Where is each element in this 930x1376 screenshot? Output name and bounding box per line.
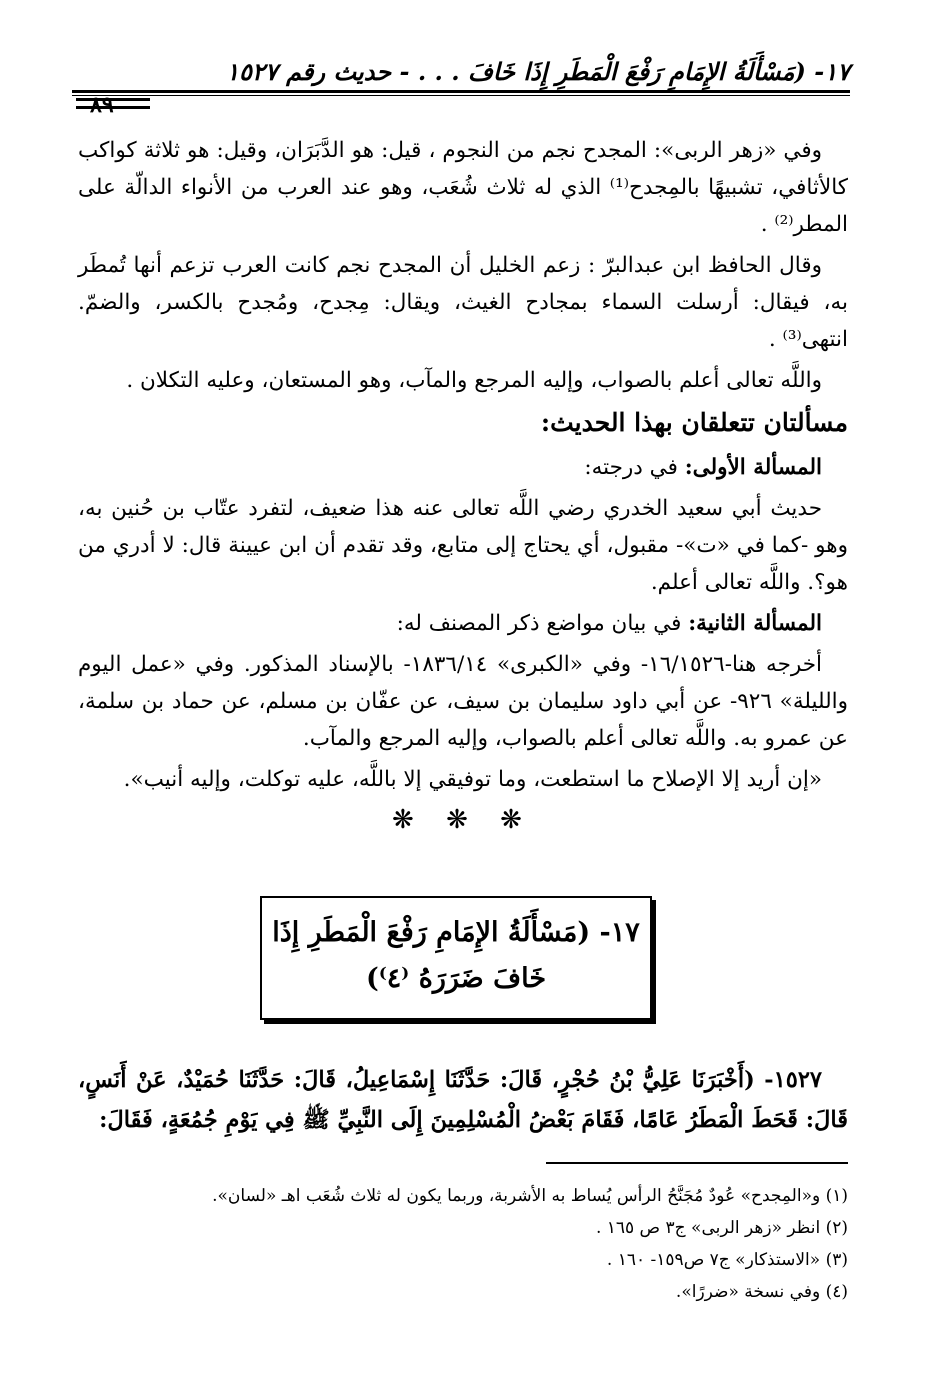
hadith-text bbox=[78, 1060, 848, 1140]
running-header bbox=[72, 52, 850, 96]
question-two-topic: في بيان مواضع ذكر المصنف له: bbox=[396, 611, 689, 636]
footnote-3: (٣) «الاستذكار» ج٧ ص١٥٩- ١٦٠ . bbox=[606, 1250, 848, 1270]
question-one-heading bbox=[78, 449, 848, 486]
hadith-1527: ١٥٢٧- (أَخْبَرَنَا عَلِيُّ بْنُ حُجْرٍ، قَالَ: حَدَّثَنَا إِسْمَاعِيلُ، قَالَ: حَدَّثَنَا حُمَيْدٌ، عَنْ أَنَسٍ، قَالَ: قَحَطَ الْمَطَرُ عَامًا، فَقَامَ بَعْضُ الْمُسْلِمِينَ إِلَى النَّبِيِّ ﷺ فِي يَوْمِ جُمُعَةٍ، فَقَالَ: bbox=[78, 1067, 848, 1133]
paragraph-zahr-alruba: وفي «زهر الربى»: المجدح نجم من النجوم ، قيل: هو الدَّبَرَان، وقيل: هو ثلاثة كواكب كالأثافي، تشبيهًا بالمِجدح⁽¹⁾ الذي له ثلاث شُعَب، وهو عند العرب من الأنواء الدالّة على المطر⁽²⁾ . bbox=[78, 138, 848, 237]
paragraph-closing-dua: واللَّه تعالى أعلم بالصواب، وإليه المرجع والمآب، وهو المستعان، وعليه التكلان . bbox=[126, 368, 822, 393]
paragraph-grading: حديث أبي سعيد الخدري رضي اللَّه تعالى عنه هذا ضعيف، لتفرد عتّاب بن حُنين به، وهو -كما في «ت»- مقبول، أي يحتاج إلى متابع، وقد تقدم أن ابن عيينة قال: لا أدري من هو؟. واللَّه تعالى أعلم. bbox=[78, 496, 848, 595]
header-rule-thin bbox=[72, 95, 850, 96]
question-two-label: المسألة الثانية: bbox=[688, 611, 822, 636]
header-rule-thick bbox=[72, 90, 850, 93]
question-one-label: المسألة الأولى: bbox=[684, 455, 822, 480]
chapter-title-box bbox=[260, 896, 652, 1020]
question-one-topic: في درجته: bbox=[584, 455, 685, 480]
paragraph-quran-quote: «إن أريد إلا الإصلاح ما استطعت، وما توفيقي إلا باللَّه، عليه توكلت، وإليه أنيب». bbox=[123, 767, 822, 792]
header-title: ١٧- (مَسْأَلَةُ الإِمَامِ رَفْعَ الْمَطَرِ إِذَا خَافَ . . . - حديث رقم ١٥٢٧ bbox=[226, 57, 850, 86]
footnote-2: (٢) انظر «زهر الربى» ج٣ ص ١٦٥ . bbox=[595, 1218, 848, 1238]
footnote-4: (٤) وفي نسخة «ضررًا». bbox=[675, 1282, 848, 1302]
page-number: ٨٩ bbox=[90, 92, 114, 118]
commentary-body bbox=[78, 132, 848, 851]
chapter-title-line-2: خَافَ ضَرَرَهُ ⁽٤⁾) bbox=[365, 963, 547, 994]
footnotes bbox=[78, 1180, 848, 1308]
footnote-1: (١) و«المِجدح» عُودٌ مُجَنَّحُ الرأس يُساط به الأشربة، وربما يكون له ثلاث شُعَب اهـ «لسان». bbox=[212, 1186, 848, 1206]
footnote-separator bbox=[546, 1162, 848, 1164]
question-two-heading bbox=[78, 605, 848, 642]
chapter-title-line-1: ١٧- (مَسْأَلَةُ الإِمَامِ رَفْعَ الْمَطَرِ إِذَا bbox=[272, 917, 640, 948]
paragraph-takhrij: أخرجه هنا-١٦/١٥٢٦- وفي «الكبرى» ١٨٣٦/١٤- بالإسناد المذكور. وفي «عمل اليوم والليلة» ٩٢٦- عن أبي داود سليمان بن سيف، عن عفّان بن مسلم، عن حماد بن سلمة، عن عمرو به. واللَّه تعالى أعلم بالصواب، وإليه المرجع والمآب. bbox=[78, 652, 848, 751]
paragraph-ibn-abdulbarr: وقال الحافظ ابن عبدالبرّ : زعم الخليل أن المجدح نجم كانت العرب تزعم أنها تُمطَر به، فيقال: أرسلت السماء بمجادح الغيث، ويقال: مِجدح، ومُجدح بالكسر، والضمّ. انتهى⁽³⁾ . bbox=[78, 253, 848, 352]
section-title: مسألتان تتعلقان بهذا الحديث: bbox=[540, 408, 848, 437]
section-separator-stars: ❋ ❋ ❋ bbox=[392, 805, 534, 835]
